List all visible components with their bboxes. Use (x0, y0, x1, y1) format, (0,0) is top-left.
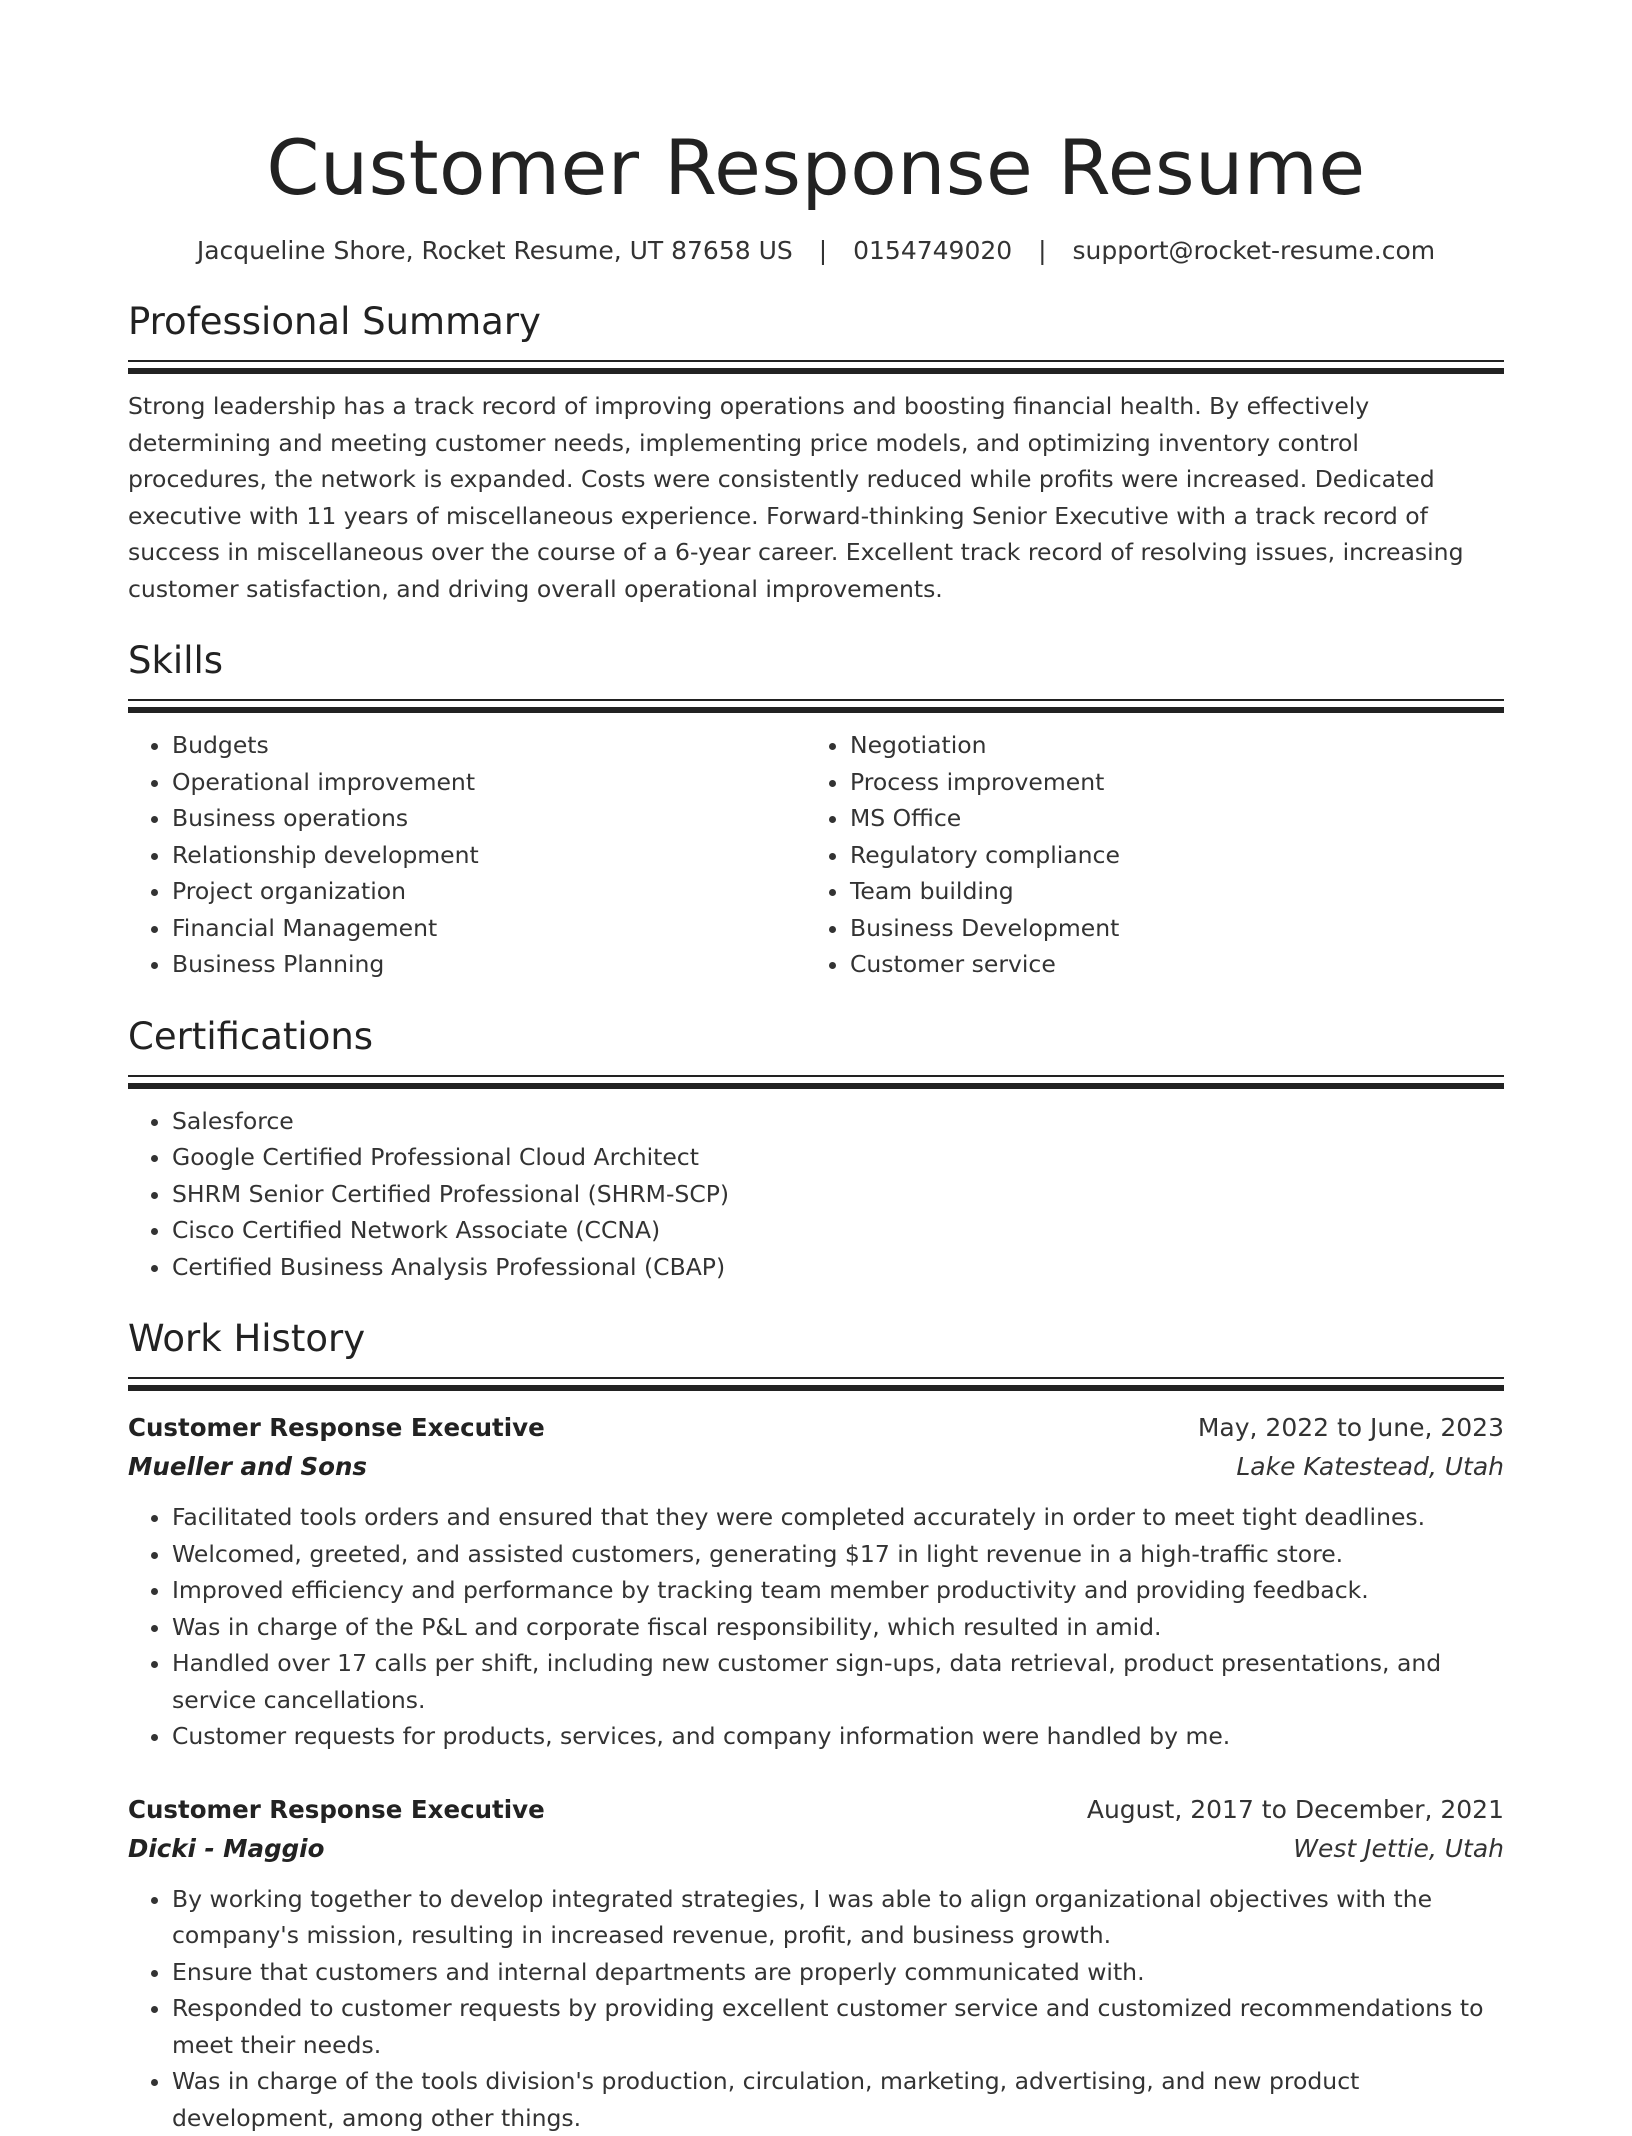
job-bullets (128, 1881, 1504, 2136)
section-divider-thick (128, 368, 1504, 374)
job-bullet: • Facilitated tools orders and ensured that they were completed accurately in order to meet tight deadlines. (172, 1499, 1504, 1536)
skill-item: • Operational improvement (172, 764, 806, 801)
skills-list (806, 727, 1484, 983)
resume-content (128, 0, 1504, 2136)
job-bullet: • Customer requests for products, services, and company information were handled by me. (172, 1718, 1504, 1755)
page-title: Customer Response Resume (128, 0, 1504, 216)
job-company-row (128, 1829, 1504, 1869)
skill-item: • Regulatory compliance (850, 837, 1484, 874)
job-bullet: • Responded to customer requests by providing excellent customer service and customized recommendations to meet their needs. (172, 1990, 1504, 2063)
job-bullet: • Improved efficiency and performance by tracking team member productivity and providing feedback. (172, 1572, 1504, 1609)
job-entry (128, 1409, 1504, 1755)
summary-text: Strong leadership has a track record of improving operations and boosting financial health. By effectively determining and meeting customer needs, implementing price models, and optimizing inventory control procedures, the network is expanded. Costs were consistently reduced while profits were increased. Dedicated executive with 11 years of miscellaneous experience. Forward-thinking Senior Executive with a track record of success in miscellaneous over the course of a 6-year career. Excellent track record of resolving issues, increasing customer satisfaction, and driving overall operational improvements. (128, 388, 1504, 607)
skill-item: • MS Office (850, 800, 1484, 837)
certifications-list (128, 1103, 1504, 1286)
contact-email: support@rocket-resume.com (1073, 236, 1436, 265)
job-title: Customer Response Executive (128, 1409, 545, 1447)
certifications-section (128, 1013, 1504, 1286)
certification-item: • Salesforce (172, 1103, 1504, 1140)
job-bullet: • By working together to develop integrated strategies, I was able to align organizational objectives with the company's mission, resulting in increased revenue, profit, and business growth. (172, 1881, 1504, 1954)
skill-item: • Financial Management (172, 910, 806, 947)
job-company-row (128, 1447, 1504, 1487)
job-header-row (128, 1409, 1504, 1447)
summary-section (128, 298, 1504, 607)
section-divider-thin (128, 699, 1504, 701)
skill-item: • Project organization (172, 873, 806, 910)
section-heading: Certifications (128, 1013, 1504, 1061)
skill-item: • Business Development (850, 910, 1484, 947)
job-bullet: • Welcomed, greeted, and assisted customers, generating $17 in light revenue in a high-traffic store. (172, 1536, 1504, 1573)
job-title: Customer Response Executive (128, 1791, 545, 1829)
section-divider-thin (128, 360, 1504, 362)
job-dates: August, 2017 to December, 2021 (1087, 1791, 1504, 1829)
skill-item: • Process improvement (850, 764, 1484, 801)
skill-item: • Business Planning (172, 946, 806, 983)
skill-item: • Business operations (172, 800, 806, 837)
job-entry (128, 1791, 1504, 2136)
job-company: Mueller and Sons (128, 1447, 367, 1487)
skills-grid (128, 727, 1504, 983)
skill-item: • Budgets (172, 727, 806, 764)
skills-list (128, 727, 806, 983)
contact-phone: 0154749020 (853, 236, 1012, 265)
job-dates: May, 2022 to June, 2023 (1198, 1409, 1504, 1447)
skills-section (128, 637, 1504, 983)
skill-item: • Relationship development (172, 837, 806, 874)
section-divider-thick (128, 707, 1504, 713)
contact-separator: | (819, 234, 827, 268)
job-header-row (128, 1791, 1504, 1829)
job-company: Dicki - Maggio (128, 1829, 324, 1869)
contact-separator: | (1038, 234, 1046, 268)
job-bullets (128, 1499, 1504, 1755)
job-location: West Jettie, Utah (1293, 1829, 1504, 1869)
job-location: Lake Katestead, Utah (1236, 1447, 1504, 1487)
contact-line (128, 234, 1504, 268)
certification-item: • Cisco Certified Network Associate (CCNA) (172, 1212, 1504, 1249)
section-heading: Skills (128, 637, 1504, 685)
job-bullet: • Was in charge of the P&L and corporate fiscal responsibility, which resulted in amid. (172, 1609, 1504, 1646)
section-heading: Professional Summary (128, 298, 1504, 346)
certification-item: • SHRM Senior Certified Professional (SHRM-SCP) (172, 1176, 1504, 1213)
section-heading: Work History (128, 1315, 1504, 1363)
skills-column-right (806, 727, 1484, 983)
section-divider-thick (128, 1083, 1504, 1089)
skill-item: • Negotiation (850, 727, 1484, 764)
section-divider-thin (128, 1377, 1504, 1379)
skill-item: • Team building (850, 873, 1484, 910)
work-history-section (128, 1315, 1504, 2136)
skills-column-left (128, 727, 806, 983)
job-bullet: • Ensure that customers and internal departments are properly communicated with. (172, 1954, 1504, 1991)
section-divider-thick (128, 1385, 1504, 1391)
job-bullet: • Was in charge of the tools division's production, circulation, marketing, advertising, and new product development, among other things. (172, 2063, 1504, 2136)
section-divider-thin (128, 1075, 1504, 1077)
job-bullet: • Handled over 17 calls per shift, including new customer sign-ups, data retrieval, product presentations, and service cancellations. (172, 1645, 1504, 1718)
certification-item: • Google Certified Professional Cloud Architect (172, 1139, 1504, 1176)
skill-item: • Customer service (850, 946, 1484, 983)
contact-address: Jacqueline Shore, Rocket Resume, UT 87658 US (197, 236, 793, 265)
certifications-list-wrap (128, 1103, 1504, 1286)
certification-item: • Certified Business Analysis Professional (CBAP) (172, 1249, 1504, 1286)
